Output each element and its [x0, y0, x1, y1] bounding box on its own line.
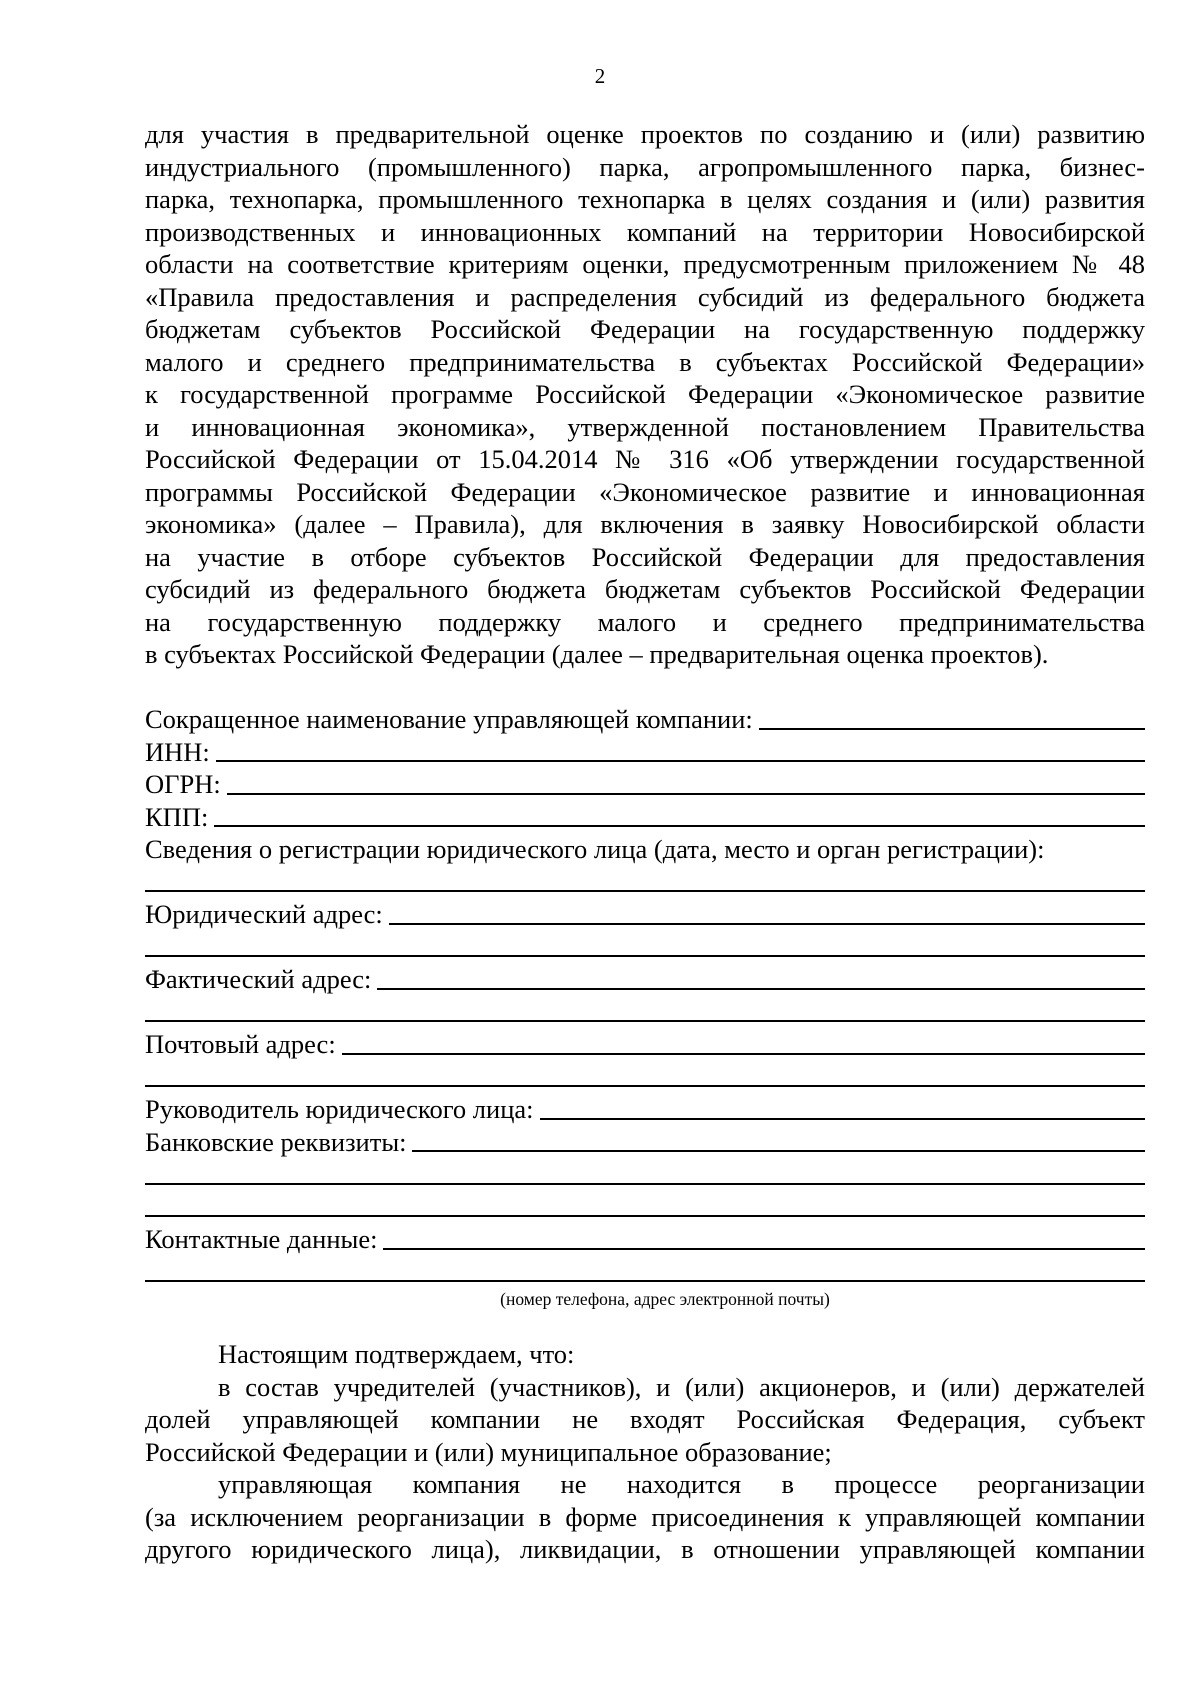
postal-address-field[interactable] — [145, 1028, 1145, 1061]
contacts-field[interactable] — [145, 1223, 1145, 1256]
intro-line: производственных и инновационных компаний на территории Новосибирской — [145, 216, 1145, 247]
registration-line[interactable] — [145, 890, 1145, 892]
confirm-line: долей управляющей компании не входят Российская Федерация, субъект — [145, 1404, 1145, 1434]
intro-line: Российской Федерации от 15.04.2014 № 316 «Об утверждении государственной — [145, 444, 1145, 474]
actual-address-line[interactable] — [377, 988, 1145, 990]
bank-line-2[interactable] — [145, 1183, 1145, 1185]
intro-line: к государственной программе Российской Федерации «Экономическое развитие — [145, 379, 1145, 409]
contacts-hint: (номер телефона, адрес электронной почты) — [500, 1289, 830, 1309]
legal-address-line-2[interactable] — [145, 955, 1145, 957]
intro-line: и инновационная экономика», утвержденной постановлением Правительства — [145, 411, 1145, 442]
page-number: 2 — [594, 64, 606, 88]
head-field[interactable] — [145, 1093, 1145, 1126]
contacts-blank[interactable] — [145, 1256, 1145, 1289]
legal-address-field[interactable] — [145, 898, 1145, 931]
contacts-label: Контактные данные: — [145, 1224, 378, 1254]
head-label: Руководитель юридического лица: — [145, 1094, 534, 1124]
registration-field — [145, 833, 1145, 866]
intro-line: индустриального (промышленного) парка, агропромышленного парка, бизнес- — [145, 151, 1145, 182]
intro-line: на государственную поддержку малого и среднего предпринимательства — [145, 606, 1145, 637]
bank-label: Банковские реквизиты: — [145, 1126, 407, 1157]
confirmation-heading: Настоящим подтверждаем, что: — [218, 1339, 575, 1369]
legal-address-blank[interactable] — [145, 931, 1145, 964]
short-name-field[interactable] — [145, 703, 1145, 736]
legal-address-line[interactable] — [389, 923, 1145, 925]
short-name-line[interactable] — [759, 728, 1145, 730]
short-name-label: Сокращенное наименование управляющей компании: — [145, 704, 753, 734]
inn-label: ИНН: — [145, 736, 210, 767]
confirmation-section — [145, 1338, 1145, 1566]
kpp-line[interactable] — [214, 825, 1145, 827]
bank-blank[interactable] — [145, 1191, 1145, 1224]
actual-address-field[interactable] — [145, 963, 1145, 996]
kpp-label: КПП: — [145, 801, 209, 832]
confirm-line: в состав учредителей (участников), и (или) акционеров, и (или) держателей — [218, 1371, 1145, 1402]
intro-line: на участие в отборе субъектов Российской Федерации для предоставления — [145, 541, 1145, 572]
registration-blank[interactable] — [145, 866, 1145, 899]
postal-address-label: Почтовый адрес: — [145, 1029, 336, 1059]
intro-line: парка, технопарка, промышленного технопарка в целях создания и (или) развития — [145, 184, 1145, 214]
intro-line: экономика» (далее – Правила), для включения в заявку Новосибирской области — [145, 509, 1145, 539]
actual-address-line-2[interactable] — [145, 1020, 1145, 1022]
inn-field[interactable] — [145, 736, 1145, 769]
postal-address-line-2[interactable] — [145, 1085, 1145, 1087]
intro-line: «Правила предоставления и распределения субсидий из федерального бюджета — [145, 281, 1145, 312]
intro-line: малого и среднего предпринимательства в субъектах Российской Федерации» — [145, 346, 1145, 377]
intro-line: в субъектах Российской Федерации (далее – предварительная оценка проектов). — [145, 639, 1049, 669]
actual-address-blank[interactable] — [145, 996, 1145, 1029]
confirm-line: Российской Федерации и (или) муниципальное образование; — [145, 1436, 832, 1467]
postal-address-blank[interactable] — [145, 1061, 1145, 1094]
actual-address-label: Фактический адрес: — [145, 964, 372, 994]
inn-line[interactable] — [216, 760, 1145, 762]
registration-label: Сведения о регистрации юридического лица (дата, место и орган регистрации): — [145, 834, 1045, 864]
legal-address-label: Юридический адрес: — [145, 899, 383, 929]
ogrn-label: ОГРН: — [145, 769, 221, 799]
intro-line: программы Российской Федерации «Экономическое развитие и инновационная — [145, 476, 1145, 507]
confirm-line: управляющая компания не находится в процессе реорганизации — [218, 1469, 1145, 1499]
company-form — [145, 703, 1145, 1310]
bank-line-3[interactable] — [145, 1215, 1145, 1217]
intro-line: для участия в предварительной оценке проектов по созданию и (или) развитию — [145, 119, 1145, 149]
ogrn-line[interactable] — [227, 793, 1145, 795]
head-line[interactable] — [540, 1118, 1145, 1120]
intro-line: бюджетам субъектов Российской Федерации на государственную поддержку — [145, 314, 1145, 344]
ogrn-field[interactable] — [145, 768, 1145, 801]
contacts-line[interactable] — [383, 1248, 1145, 1250]
intro-line: области на соответствие критериям оценки, предусмотренным приложением № 48 — [145, 249, 1145, 279]
intro-paragraph — [145, 118, 1145, 671]
postal-address-line[interactable] — [342, 1053, 1145, 1055]
contacts-line-2[interactable] — [145, 1280, 1145, 1282]
kpp-field[interactable] — [145, 801, 1145, 834]
bank-line[interactable] — [412, 1150, 1145, 1152]
bank-field[interactable] — [145, 1126, 1145, 1159]
intro-line: субсидий из федерального бюджета бюджетам субъектов Российской Федерации — [145, 574, 1145, 604]
confirm-line: другого юридического лица), ликвидации, в отношении управляющей компании — [145, 1534, 1145, 1564]
bank-blank[interactable] — [145, 1158, 1145, 1191]
confirm-line: (за исключением реорганизации в форме присоединения к управляющей компании — [145, 1501, 1145, 1532]
